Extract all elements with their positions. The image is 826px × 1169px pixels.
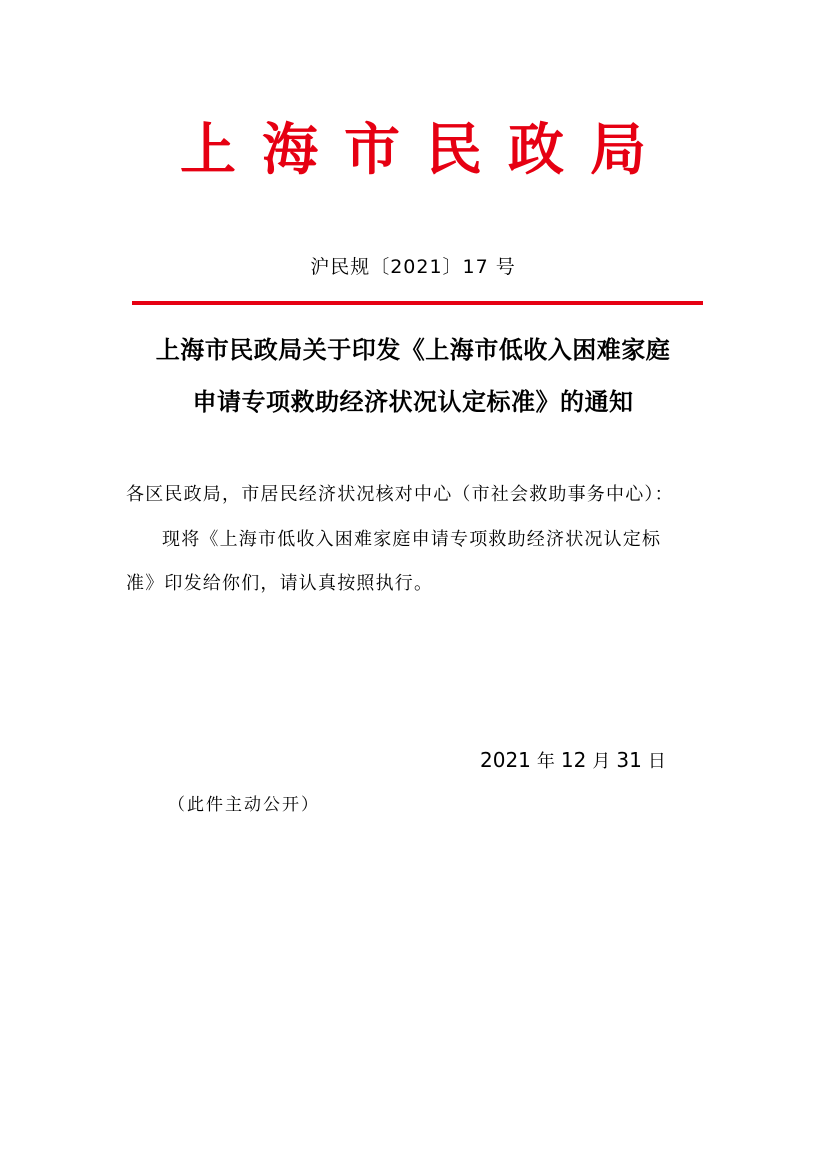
letterhead-org-name: 上海市民政局: [180, 117, 672, 183]
issue-date: [480, 745, 672, 777]
document-number: 沪民规〔2021〕17 号: [310, 256, 516, 278]
disclosure-note: （此件主动公开）: [168, 795, 320, 815]
document-title-line-2: 申请专项救助经济状况认定标准》的通知: [192, 388, 634, 416]
issue-date-year-unit: 年: [536, 751, 555, 772]
issue-date-month-unit: 月: [592, 751, 611, 772]
body-paragraph-line-1: 现将《上海市低收入困难家庭申请专项救助经济状况认定标: [162, 529, 662, 550]
body-paragraph-line-2: 准》印发给你们，请认真按照执行。: [126, 573, 434, 594]
red-divider-line: [132, 301, 703, 305]
addressee-line: 各区民政局，市居民经济状况核对中心（市社会救助事务中心）：: [126, 484, 674, 505]
issue-date-month: 12: [560, 748, 587, 772]
issue-date-day-unit: 日: [647, 751, 666, 772]
document-title-line-1: 上海市民政局关于印发《上海市低收入困难家庭: [155, 336, 671, 364]
issue-date-year: 2021: [480, 748, 531, 772]
issue-date-day: 31: [616, 748, 642, 772]
